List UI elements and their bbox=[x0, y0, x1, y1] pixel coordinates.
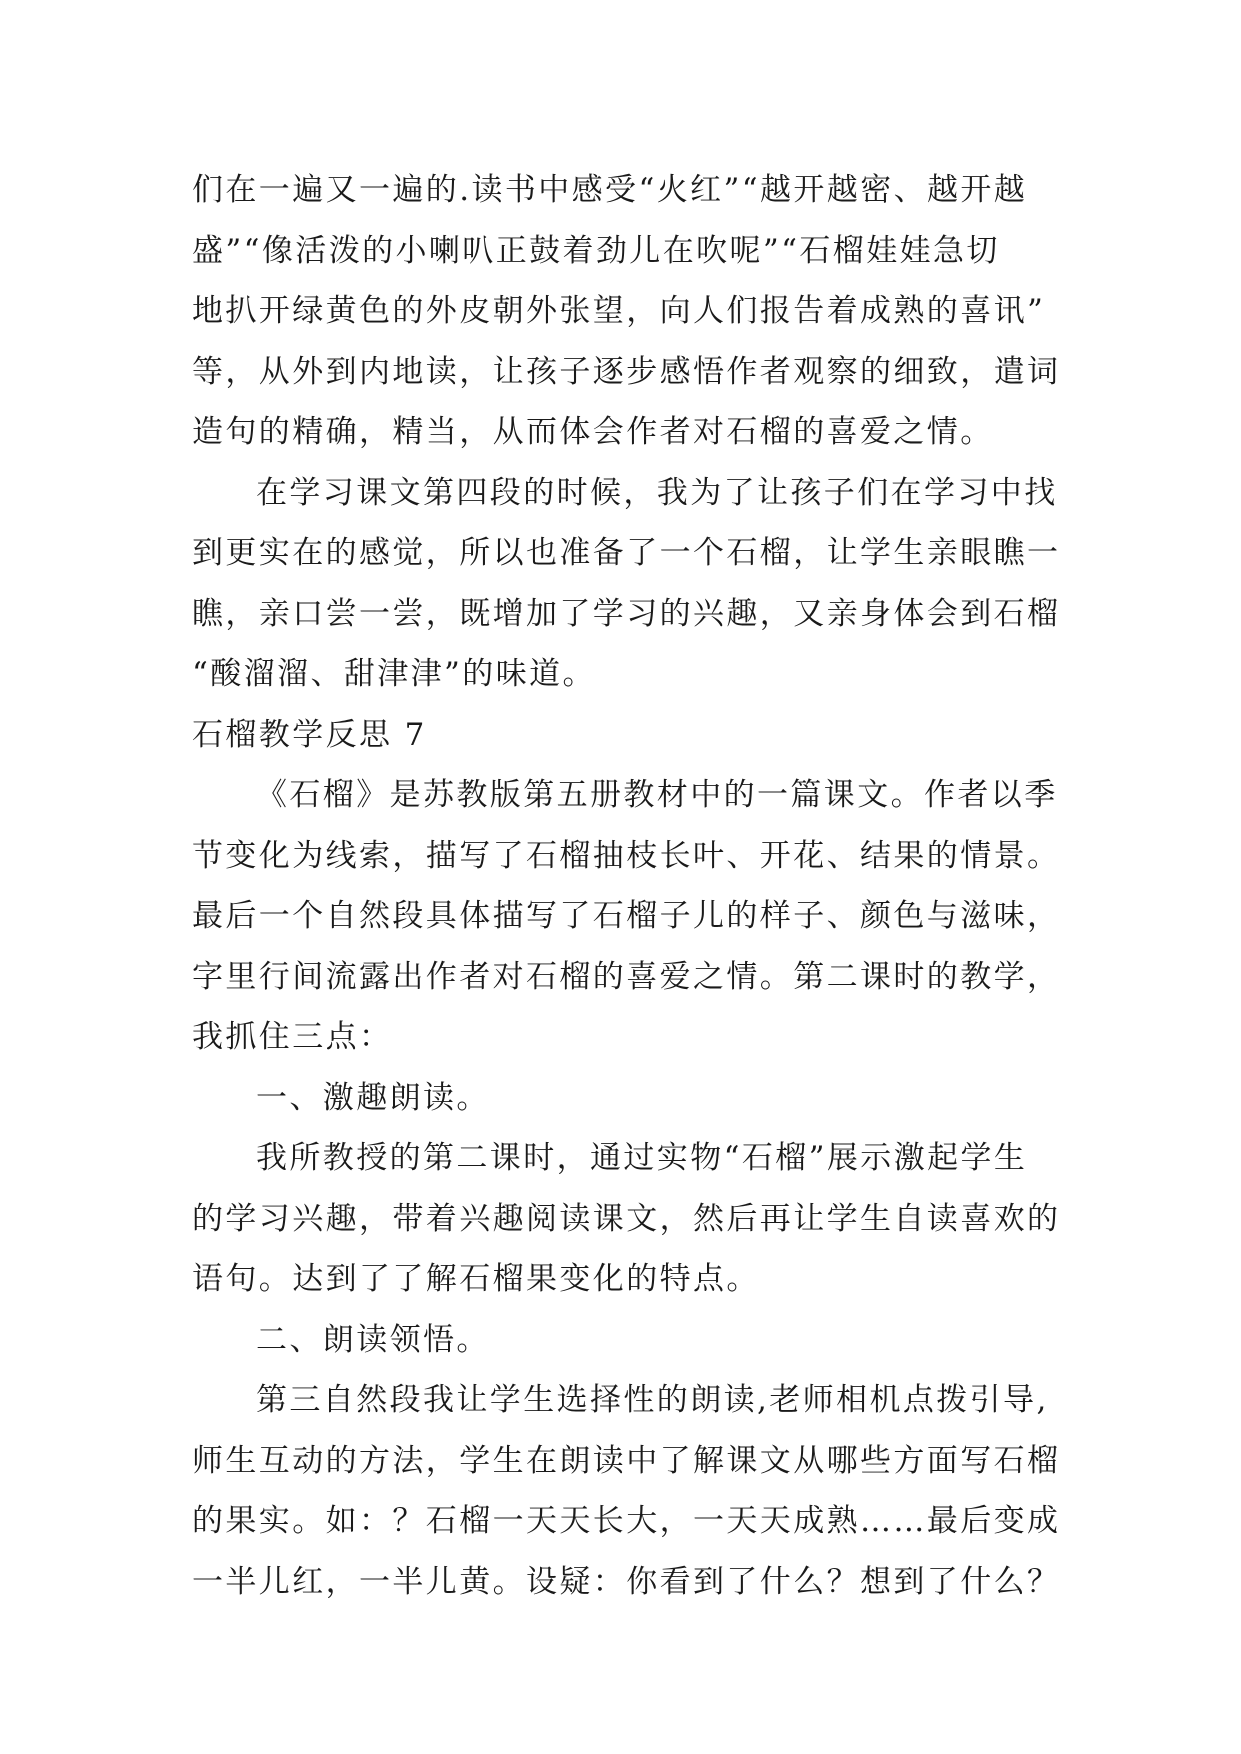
text-line: 的学习兴趣，带着兴趣阅读课文，然后再让学生自读喜欢的 bbox=[192, 1200, 1061, 1237]
text-line: 字里行间流露出作者对石榴的喜爱之情。第二课时的教学， bbox=[192, 958, 1061, 995]
text-line: 的果实。如：？石榴一天天长大，一天天成熟……最后变成 bbox=[192, 1503, 1061, 1539]
paragraph-first-line: 二、朗读领悟。 bbox=[256, 1321, 490, 1358]
text-line: 一半儿红，一半儿黄。设疑：你看到了什么？想到了什么？ bbox=[192, 1563, 1061, 1600]
text-line: 石榴教学反思 7 bbox=[192, 716, 427, 753]
paragraph-first-line: 在学习课文第四段的时候，我为了让孩子们在学习中找 bbox=[256, 474, 1058, 511]
text-line: 地扒开绿黄色的外皮朝外张望，向人们报告着成熟的喜讯” bbox=[192, 293, 1046, 329]
paragraph-first-line: 《石榴》是苏教版第五册教材中的一篇课文。作者以季 bbox=[256, 777, 1058, 813]
text-line: 最后一个自然段具体描写了石榴子儿的样子、颜色与滋味， bbox=[192, 898, 1061, 934]
paragraph-first-line: 我所教授的第二课时，通过实物“石榴”展示激起学生 bbox=[256, 1140, 1028, 1176]
text-line: 语句。达到了了解石榴果变化的特点。 bbox=[192, 1261, 760, 1297]
text-line: 瞧，亲口尝一尝，既增加了学习的兴趣，又亲身体会到石榴 bbox=[192, 595, 1061, 632]
text-line: 造句的精确，精当，从而体会作者对石榴的喜爱之情。 bbox=[192, 414, 994, 450]
document-body bbox=[192, 160, 1092, 1612]
paragraph-first-line: 一、激趣朗读。 bbox=[256, 1079, 490, 1116]
text-line: 节变化为线索，描写了石榴抽枝长叶、开花、结果的情景。 bbox=[192, 837, 1061, 874]
text-line: 我抓住三点： bbox=[192, 1019, 393, 1055]
text-line: 等，从外到内地读，让孩子逐步感悟作者观察的细致，遣词 bbox=[192, 353, 1061, 390]
text-line: “酸溜溜、甜津津”的味道。 bbox=[192, 656, 596, 692]
paragraph-first-line: 第三自然段我让学生选择性的朗读,老师相机点拨引导, bbox=[256, 1382, 1049, 1418]
text-line: 师生互动的方法，学生在朗读中了解课文从哪些方面写石榴 bbox=[192, 1442, 1061, 1479]
text-line: 们在一遍又一遍的.读书中感受“火红”“越开越密、越开越 bbox=[192, 172, 1028, 208]
text-line: 盛”“像活泼的小喇叭正鼓着劲儿在吹呢”“石榴娃娃急切 bbox=[192, 232, 1000, 269]
text-line: 到更实在的感觉，所以也准备了一个石榴，让学生亲眼瞧一 bbox=[192, 535, 1061, 571]
